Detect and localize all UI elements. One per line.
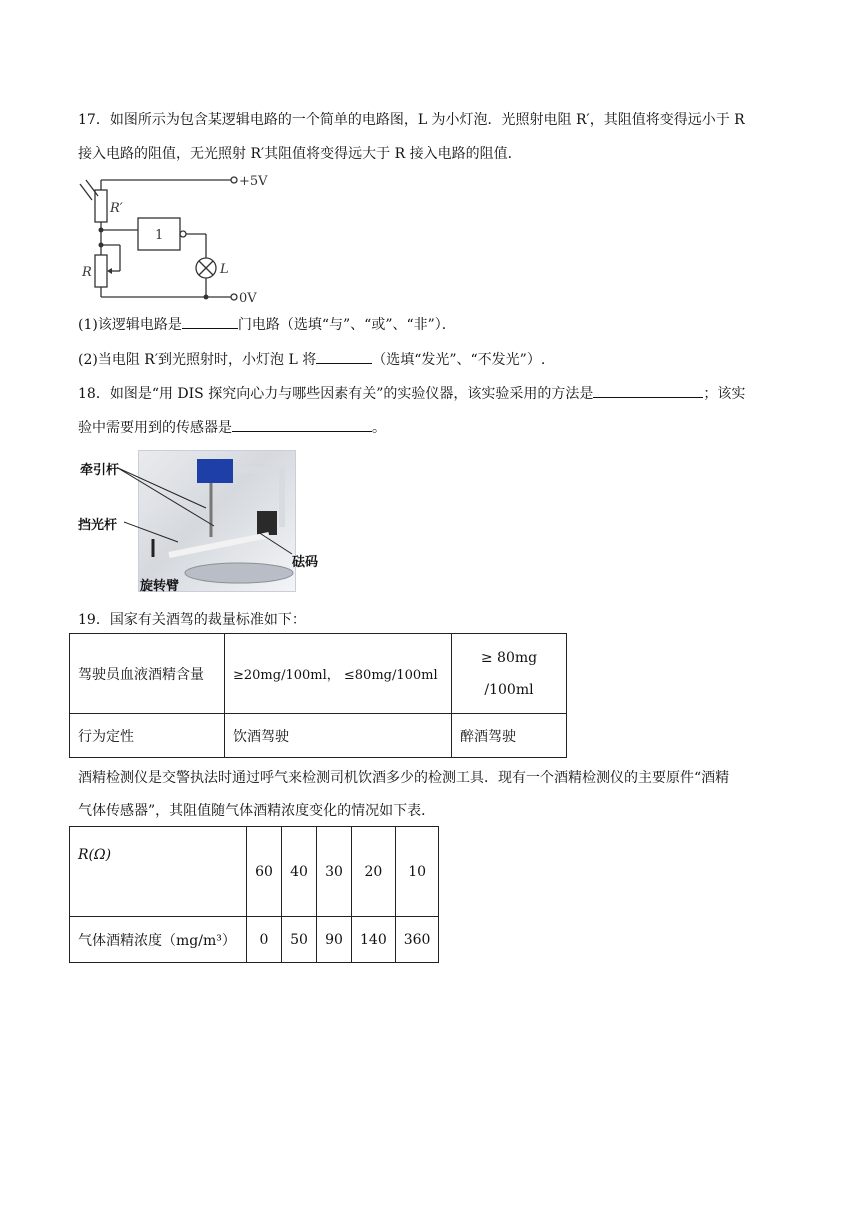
- table-row: [70, 917, 439, 963]
- gate-label: 1: [155, 228, 164, 243]
- table-cell: 驾驶员血液酒精含量: [70, 634, 225, 714]
- label-rotating-arm: 旋转臂: [140, 579, 180, 594]
- table-row: [70, 714, 567, 758]
- table-row: [70, 634, 567, 714]
- threshold-line-2: /100ml: [484, 681, 534, 698]
- logic-circuit-diagram: [76, 170, 276, 310]
- q19-para1: 酒精检测仪是交警执法时通过呼气来检测司机饮酒多少的检测工具．现有一个酒精检测仪的主要原件“酒精: [78, 770, 730, 786]
- q18-line1: [78, 383, 745, 404]
- q18-line1-post: ；该实: [703, 386, 746, 402]
- q18-line2-post: 。: [372, 420, 386, 436]
- table-cell: 60: [247, 827, 282, 917]
- table-cell: 50: [282, 917, 317, 963]
- q18-line2: [78, 417, 386, 438]
- q18-line2-pre: 验中需要用到的传感器是: [78, 420, 232, 436]
- label-pointer-lines: [118, 462, 308, 562]
- q19-intro: 19．国家有关酒驾的裁量标准如下：: [78, 612, 306, 628]
- table-row: [70, 827, 439, 917]
- vcc-label: +5V: [239, 174, 268, 189]
- table-cell: 行为定性: [70, 714, 225, 758]
- table-cell: [452, 634, 567, 714]
- table-cell: ≥20mg/100ml， ≤80mg/100ml: [225, 634, 452, 714]
- q17-line1: 17．如图所示为包含某逻辑电路的一个简单的电路图，L 为小灯泡．光照射电阻 R′，其阻值将变得远小于 R: [78, 112, 745, 128]
- q17-line2: 接入电路的阻值，无光照射 R′其阻值将变得远大于 R 接入电路的阻值．: [78, 146, 522, 162]
- q17-sub2-post: （选填“发光”、“不发光”）.: [372, 352, 546, 368]
- table-cell: 90: [317, 917, 352, 963]
- table-cell: 饮酒驾驶: [225, 714, 452, 758]
- answer-blank-1[interactable]: [182, 314, 238, 329]
- table-cell: 30: [317, 827, 352, 917]
- table-cell: 10: [395, 827, 439, 917]
- table-cell: 40: [282, 827, 317, 917]
- label-weight: 砝码: [292, 555, 319, 570]
- table-cell: R(Ω): [70, 827, 247, 917]
- r-label: R: [82, 265, 92, 280]
- table-cell: 20: [352, 827, 396, 917]
- table-cell: 0: [247, 917, 282, 963]
- q17-sub1: [78, 314, 456, 335]
- q17-sub1-post: 门电路（选填“与”、“或”、“非”）．: [237, 317, 456, 333]
- r-prime-label: R′: [110, 201, 123, 216]
- drunk-driving-standard-table: [69, 633, 567, 758]
- sensor-resistance-table: [69, 826, 439, 963]
- lamp-label: L: [220, 262, 229, 277]
- label-traction-rod: 牵引杆: [80, 463, 120, 478]
- answer-blank-4[interactable]: [232, 417, 372, 432]
- q17-sub2: [78, 349, 545, 370]
- q18-line1-pre: 18．如图是“用 DIS 探究向心力与哪些因素有关”的实验仪器，该实验采用的方法是: [78, 386, 594, 402]
- answer-blank-2[interactable]: [316, 349, 372, 364]
- table-cell: 140: [352, 917, 396, 963]
- table-cell: 醉酒驾驶: [452, 714, 567, 758]
- gnd-label: 0V: [239, 291, 257, 306]
- threshold-line-1: ≥ 80mg: [480, 649, 538, 666]
- table-cell: 360: [395, 917, 439, 963]
- table-cell: 气体酒精浓度（mg/m³）: [70, 917, 247, 963]
- q17-sub2-pre: (2)当电阻 R′到光照射时，小灯泡 L 将: [78, 352, 317, 368]
- q17-sub1-pre: (1)该逻辑电路是: [78, 317, 182, 333]
- label-light-block-rod: 挡光杆: [78, 518, 118, 533]
- answer-blank-3[interactable]: [593, 383, 703, 398]
- q19-para2: 气体传感器”，其阻值随气体酒精浓度变化的情况如下表．: [78, 803, 436, 819]
